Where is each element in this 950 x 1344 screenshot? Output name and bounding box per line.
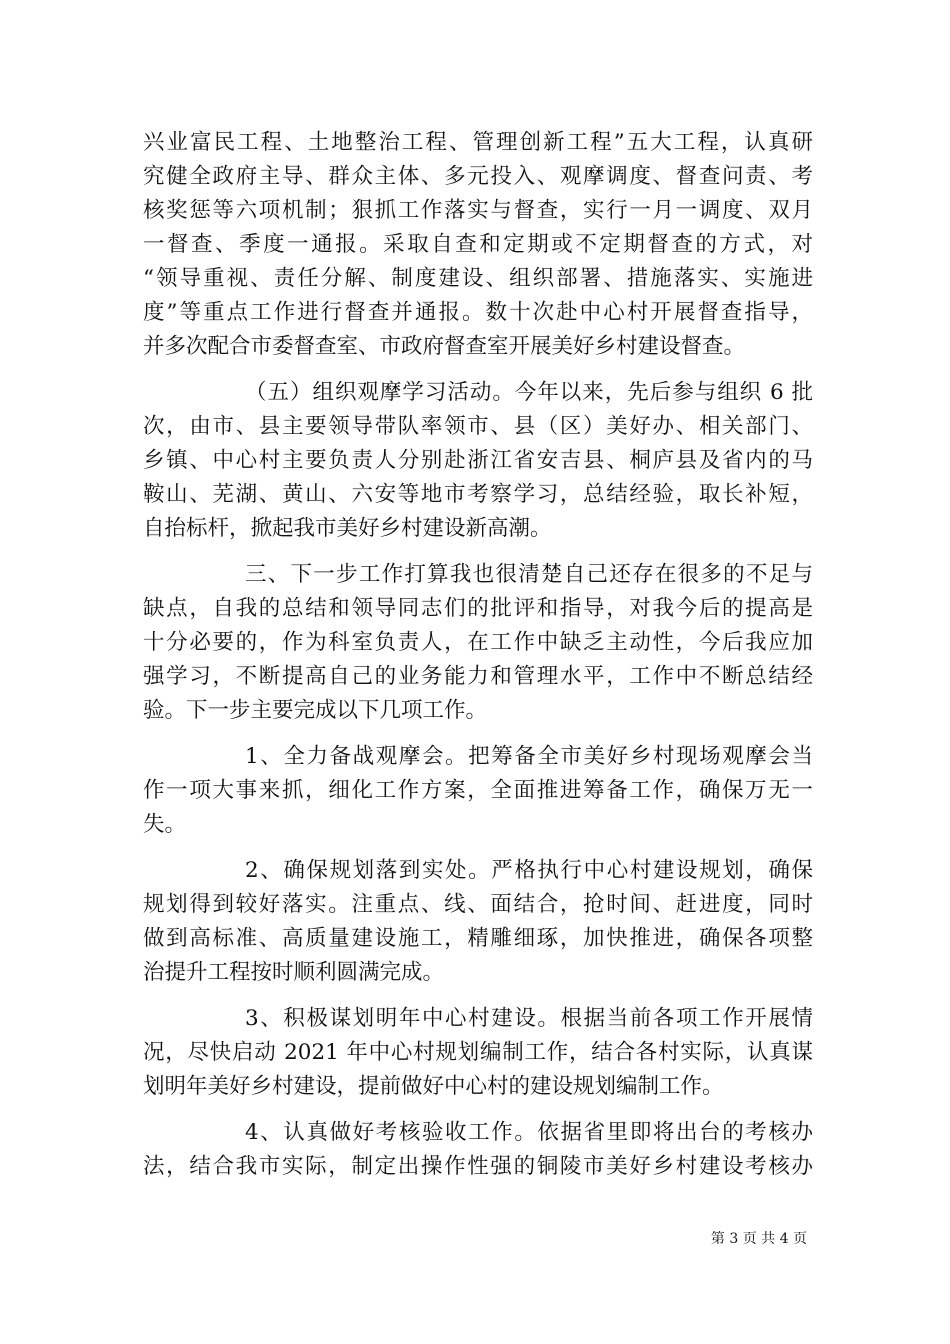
paragraph-start-line: 4、认真做好考核验收工作。依据省里即将出台的考核办: [245, 1120, 813, 1145]
text-line: 法，结合我市实际，制定出操作性强的铜陵市美好乡村建设考核办: [143, 1154, 813, 1179]
text-line: 次，由市、县主要领导带队率领市、县（区）美好办、相关部门、: [143, 414, 813, 439]
text-line: 度”等重点工作进行督查并通报。数十次赴中心村开展督查指导，: [143, 300, 813, 325]
text-line: 鞍山、芜湖、黄山、六安等地市考察学习，总结经验，取长补短，: [143, 482, 813, 507]
text-line: 验。下一步主要完成以下几项工作。: [143, 698, 488, 723]
text-line: 乡镇、中心村主要负责人分别赴浙江省安吉县、桐庐县及省内的马: [143, 448, 813, 473]
text-line: 失。: [143, 812, 187, 837]
text-line: 缺点，自我的总结和领导同志们的批评和指导，对我今后的提高是: [143, 596, 813, 621]
text-line: 做到高标准、高质量建设施工，精雕细琢，加快推进，确保各项整: [143, 926, 813, 951]
paragraph-start-line: 三、下一步工作打算我也很清楚自己还存在很多的不足与: [245, 562, 813, 587]
text-line: 规划得到较好落实。注重点、线、面结合，抢时间、赶进度，同时: [143, 892, 813, 917]
text-line: 十分必要的，作为科室负责人，在工作中缺乏主动性，今后我应加: [143, 630, 813, 655]
text-line: 治提升工程按时顺利圆满完成。: [143, 960, 445, 985]
text-line: 并多次配合市委督查室、市政府督查室开展美好乡村建设督查。: [143, 334, 746, 359]
text-line: 兴业富民工程、土地整治工程、管理创新工程”五大工程，认真研: [143, 130, 813, 155]
text-line: 一督查、季度一通报。采取自查和定期或不定期督查的方式，对: [143, 232, 813, 257]
paragraph-start-line: 3、积极谋划明年中心村建设。根据当前各项工作开展情: [245, 1006, 813, 1031]
text-line: 作一项大事来抓，细化工作方案，全面推进筹备工作，确保万无一: [143, 778, 813, 803]
text-line: 划明年美好乡村建设，提前做好中心村的建设规划编制工作。: [143, 1074, 724, 1099]
text-line: 强学习，不断提高自己的业务能力和管理水平，工作中不断总结经: [143, 664, 813, 689]
page-number-footer: 第 3 页 共 4 页: [710, 1231, 807, 1247]
paragraph-start-line: （五）组织观摩学习活动。今年以来，先后参与组织 6 批: [245, 380, 813, 405]
text-line: “领导重视、责任分解、制度建设、组织部署、措施落实、实施进: [143, 266, 813, 291]
paragraph-start-line: 1、全力备战观摩会。把筹备全市美好乡村现场观摩会当: [245, 744, 813, 769]
paragraph-start-line: 2、确保规划落到实处。严格执行中心村建设规划，确保: [245, 858, 813, 883]
text-line: 自抬标杆，掀起我市美好乡村建设新高潮。: [143, 516, 552, 541]
text-line: 况，尽快启动 2021 年中心村规划编制工作，结合各村实际，认真谋: [143, 1040, 813, 1065]
text-line: 核奖惩等六项机制；狠抓工作落实与督查，实行一月一调度、双月: [143, 198, 813, 223]
text-line: 究健全政府主导、群众主体、多元投入、观摩调度、督查问责、考: [143, 164, 813, 189]
